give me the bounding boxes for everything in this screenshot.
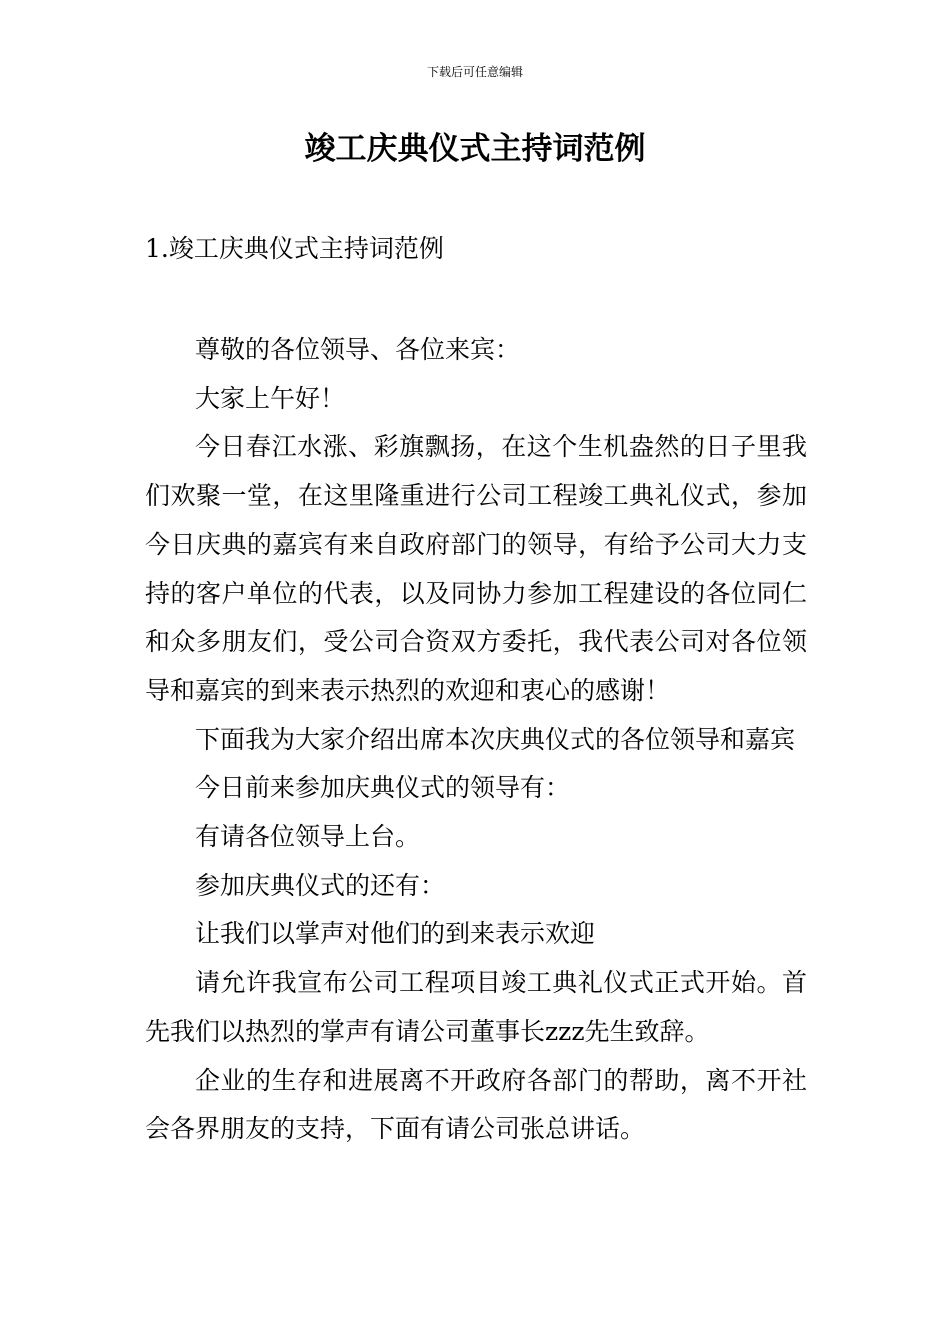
paragraph-welcome: 今日春江水涨、彩旗飘扬，在这个生机盎然的日子里我们欢聚一堂，在这里隆重进行公司工程竣工典礼仪式，参加今日庆典的嘉宾有来自政府部门的领导，有给予公司大力支持的客户单位的代表，以及同协力参加工程建设的各位同仁和众多朋友们，受公司合资双方委托，我代表公司对各位领导和嘉宾的到来表示热烈的欢迎和衷心的感谢！ [145, 432, 807, 705]
header-note: 下载后可任意编辑 [426, 65, 523, 79]
paragraph-other-guests: 参加庆典仪式的还有： [195, 870, 446, 900]
paragraph-salutation: 尊敬的各位领导、各位来宾： [195, 335, 521, 364]
paragraph-leaders: 今日前来参加庆典仪式的领导有： [195, 773, 571, 803]
body-text [145, 326, 807, 1154]
paragraph-invite-leaders: 有请各位领导上台。 [195, 822, 421, 852]
paragraph-opening: 请允许我宣布公司工程项目竣工典礼仪式正式开始。首先我们以热烈的掌声有请公司董事长zzz先生致辞。 [145, 968, 807, 1046]
document-title: 竣工庆典仪式主持词范例 [304, 131, 646, 167]
paragraph-introduction: 下面我为大家介绍出席本次庆典仪式的各位领导和嘉宾 [195, 724, 796, 754]
paragraph-applause: 让我们以掌声对他们的到来表示欢迎 [195, 919, 596, 949]
paragraph-greeting: 大家上午好！ [195, 383, 346, 413]
section-heading: 1.竣工庆典仪式主持词范例 [145, 234, 444, 263]
paragraph-speech: 企业的生存和进展离不开政府各部门的帮助，离不开社会各界朋友的支持，下面有请公司张总讲话。 [145, 1065, 807, 1144]
